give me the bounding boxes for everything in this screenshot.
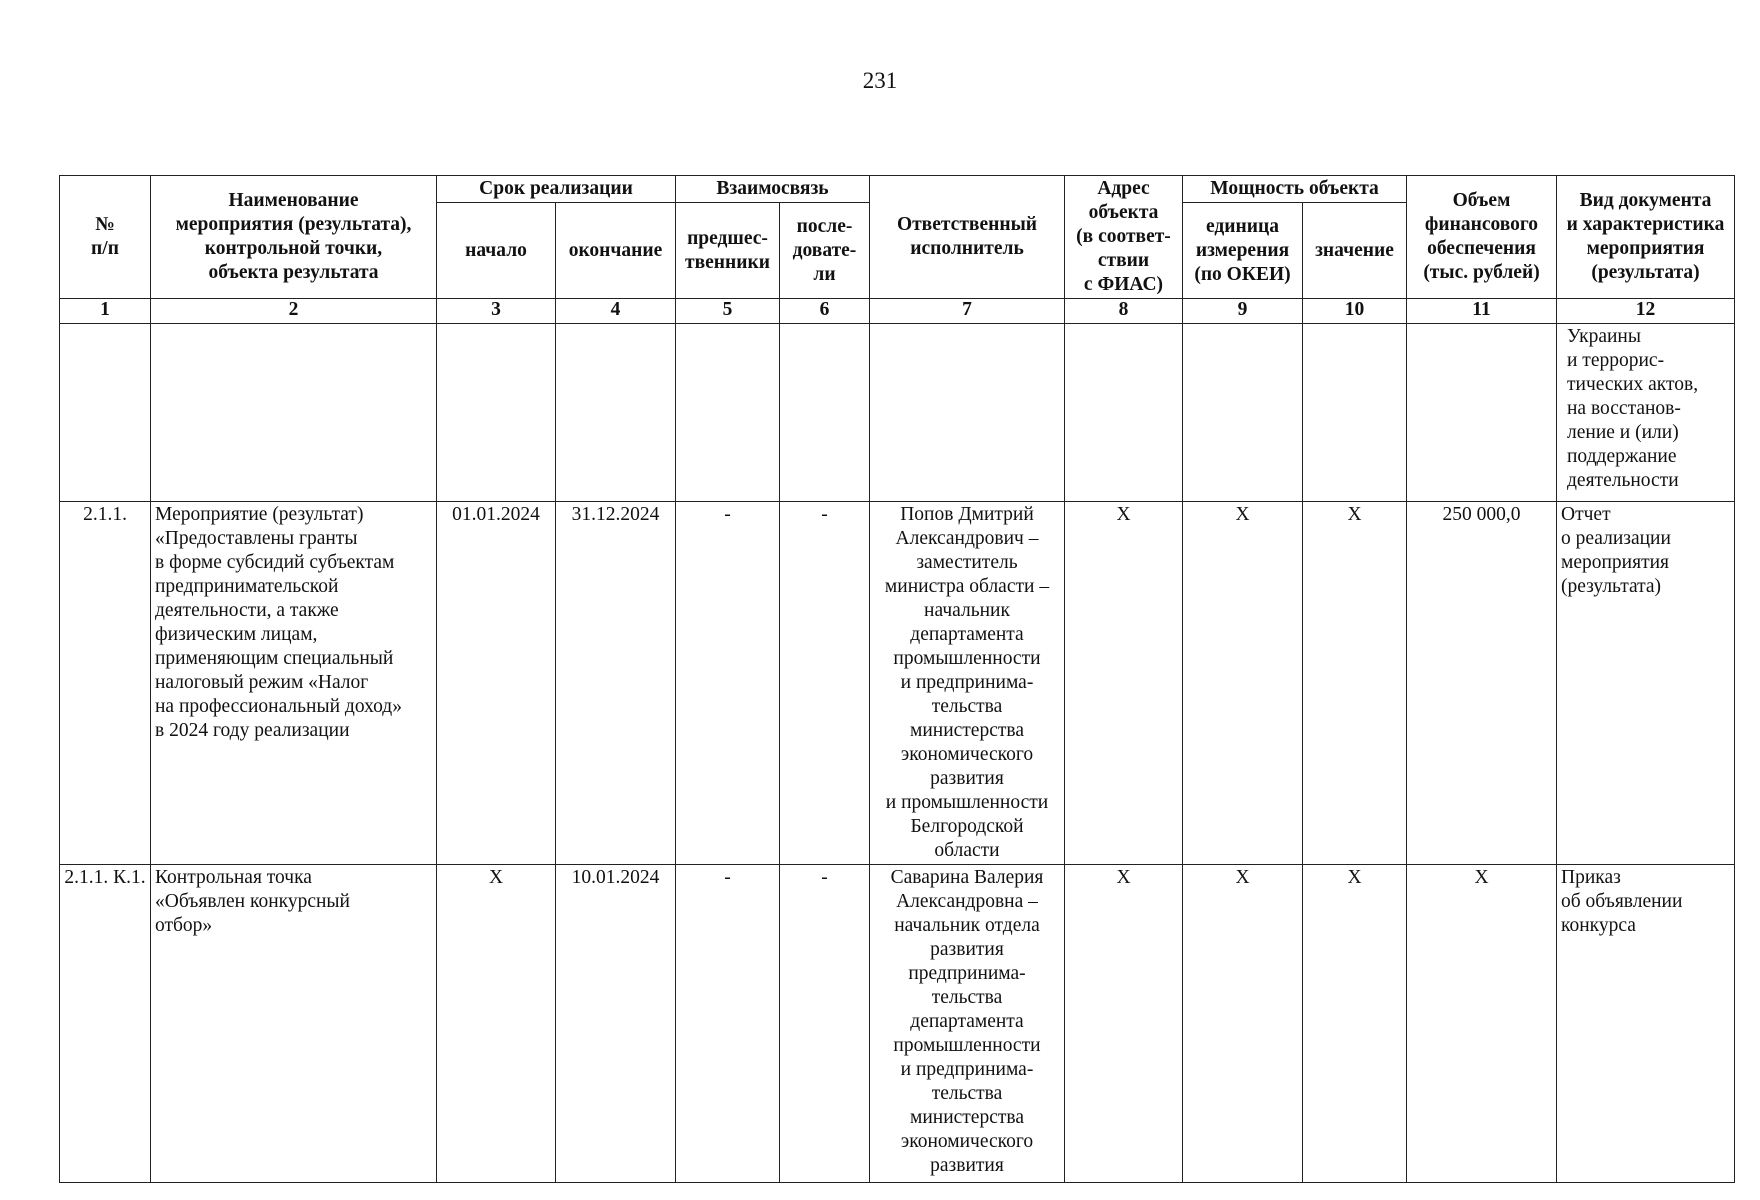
row-unit	[1183, 324, 1303, 502]
row-value: X	[1303, 865, 1407, 1183]
table-row	[60, 865, 1735, 1183]
header-finance: Объем финансового обеспечения (тыс. рублей)	[1407, 176, 1557, 299]
row-name	[151, 324, 437, 502]
row-responsible: Попов Дмитрий Александрович – заместитель министра области – начальник департамента промышленности и предпринима- тельства министерства экономического развития и промышленности Белгородской области	[870, 502, 1065, 865]
row-responsible	[870, 324, 1065, 502]
row-succ: -	[780, 865, 870, 1183]
header-succ: после- довате- ли	[780, 203, 870, 299]
row-finance	[1407, 324, 1557, 502]
row-value	[1303, 324, 1407, 502]
column-number: 2	[151, 299, 437, 324]
row-succ: -	[780, 502, 870, 865]
row-start	[437, 324, 556, 502]
column-number: 9	[1183, 299, 1303, 324]
column-number: 11	[1407, 299, 1557, 324]
row-doc: Украины и террорис- тических актов, на восстанов- ление и (или) поддержание деятельности	[1557, 324, 1735, 502]
header-capacity-group: Мощность объекта	[1183, 176, 1407, 203]
row-address	[1065, 324, 1183, 502]
row-end	[556, 324, 676, 502]
row-name: Контрольная точка «Объявлен конкурсный отбор»	[151, 865, 437, 1183]
row-value: X	[1303, 502, 1407, 865]
column-number: 8	[1065, 299, 1183, 324]
column-number: 6	[780, 299, 870, 324]
table-row	[60, 324, 1735, 502]
row-pred: -	[676, 502, 780, 865]
row-address: X	[1065, 502, 1183, 865]
row-responsible: Саварина Валерия Александровна – начальник отдела развития предпринима- тельства департамента промышленности и предпринима- тельства министерства экономического развития	[870, 865, 1065, 1183]
header-term-group: Срок реализации	[437, 176, 676, 203]
header-num: № п/п	[60, 176, 151, 299]
row-num	[60, 324, 151, 502]
row-start: X	[437, 865, 556, 1183]
header-value: значение	[1303, 203, 1407, 299]
row-succ	[780, 324, 870, 502]
row-pred	[676, 324, 780, 502]
header-responsible: Ответственный исполнитель	[870, 176, 1065, 299]
row-unit: X	[1183, 865, 1303, 1183]
row-end: 10.01.2024	[556, 865, 676, 1183]
row-num: 2.1.1.	[60, 502, 151, 865]
row-unit: X	[1183, 502, 1303, 865]
row-start: 01.01.2024	[437, 502, 556, 865]
row-pred: -	[676, 865, 780, 1183]
header-end: окончание	[556, 203, 676, 299]
row-num: 2.1.1. К.1.	[60, 865, 151, 1183]
column-number-row	[60, 299, 1735, 324]
header-doc: Вид документа и характеристика мероприятия (результата)	[1557, 176, 1735, 299]
column-number: 1	[60, 299, 151, 324]
header-address: Адрес объекта (в соответ- ствии с ФИАС)	[1065, 176, 1183, 299]
column-number: 12	[1557, 299, 1735, 324]
column-number: 4	[556, 299, 676, 324]
header-link-group: Взаимосвязь	[676, 176, 870, 203]
page-number: 231	[862, 68, 898, 93]
header-name: Наименование мероприятия (результата), контрольной точки, объекта результата	[151, 176, 437, 299]
column-number: 10	[1303, 299, 1407, 324]
row-end: 31.12.2024	[556, 502, 676, 865]
column-number: 5	[676, 299, 780, 324]
column-number: 7	[870, 299, 1065, 324]
table-row	[60, 502, 1735, 865]
header-start: начало	[437, 203, 556, 299]
row-address: X	[1065, 865, 1183, 1183]
header-pred: предшес- твенники	[676, 203, 780, 299]
row-finance: 250 000,0	[1407, 502, 1557, 865]
header-unit: единица измерения (по ОКЕИ)	[1183, 203, 1303, 299]
row-name: Мероприятие (результат) «Предоставлены гранты в форме субсидий субъектам предпринимательской деятельности, а также физическим лицам, применяющим специальный налоговый режим «Налог на профессиональный доход» в 2024 году реализации	[151, 502, 437, 865]
column-number: 3	[437, 299, 556, 324]
row-doc: Приказ об объявлении конкурса	[1557, 865, 1735, 1183]
plan-table	[59, 175, 1735, 1183]
row-finance: X	[1407, 865, 1557, 1183]
row-doc: Отчет о реализации мероприятия (результата)	[1557, 502, 1735, 865]
